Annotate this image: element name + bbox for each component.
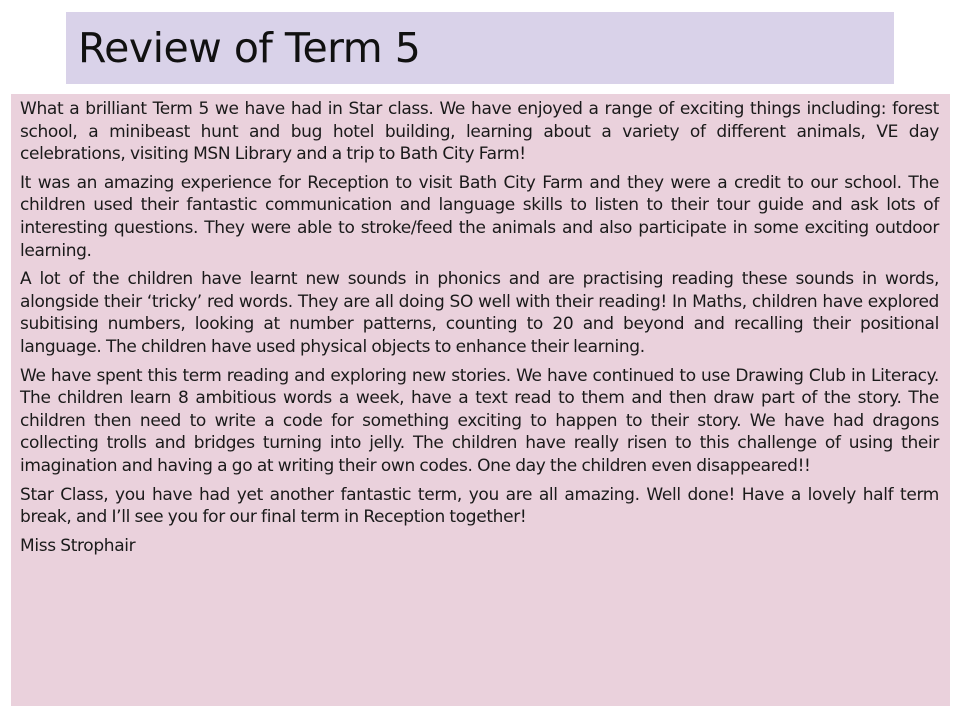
paragraph-farm-trip: It was an amazing experience for Reception to visit Bath City Farm and they were a credit to our school. The children used their fantastic communication and language skills to listen to their tour guide and ask lots of interesting questions. They were able to stroke/feed the animals and also participate in some exciting outdoor learning. [20, 172, 939, 261]
page-title: Review of Term 5 [78, 24, 421, 72]
signature: Miss Strophair [20, 535, 136, 556]
title-banner [66, 12, 894, 84]
review-content [11, 94, 950, 706]
paragraph-literacy: We have spent this term reading and exploring new stories. We have continued to use Drawing Club in Literacy. The children learn 8 ambitious words a week, have a text read to them and then draw part of the story. The children then need to write a code for something exciting to happen to their story. We have had dragons collecting trolls and bridges turning into jelly. The children have really risen to this challenge of using their imagination and having a go at writing their own codes. One day the children even disappeared!! [20, 365, 939, 476]
paragraph-phonics-maths: A lot of the children have learnt new sounds in phonics and are practising reading these sounds in words, alongside their ‘tricky’ red words. They are all doing SO well with their reading! In Maths, children have explored subitising numbers, looking at number patterns, counting to 20 and beyond and recalling their positional language. The children have used physical objects to enhance their learning. [20, 269, 939, 357]
paragraph-closing: Star Class, you have had yet another fantastic term, you are all amazing. Well done! Have a lovely half term break, and I’ll see you for our final term in Reception together! [20, 484, 939, 528]
paragraph-intro: What a brilliant Term 5 we have had in Star class. We have enjoyed a range of exciting things including: forest school, a minibeast hunt and bug hotel building, learning about a variety of different animals, VE day celebrations, visiting MSN Library and a trip to Bath City Farm! [20, 99, 939, 165]
